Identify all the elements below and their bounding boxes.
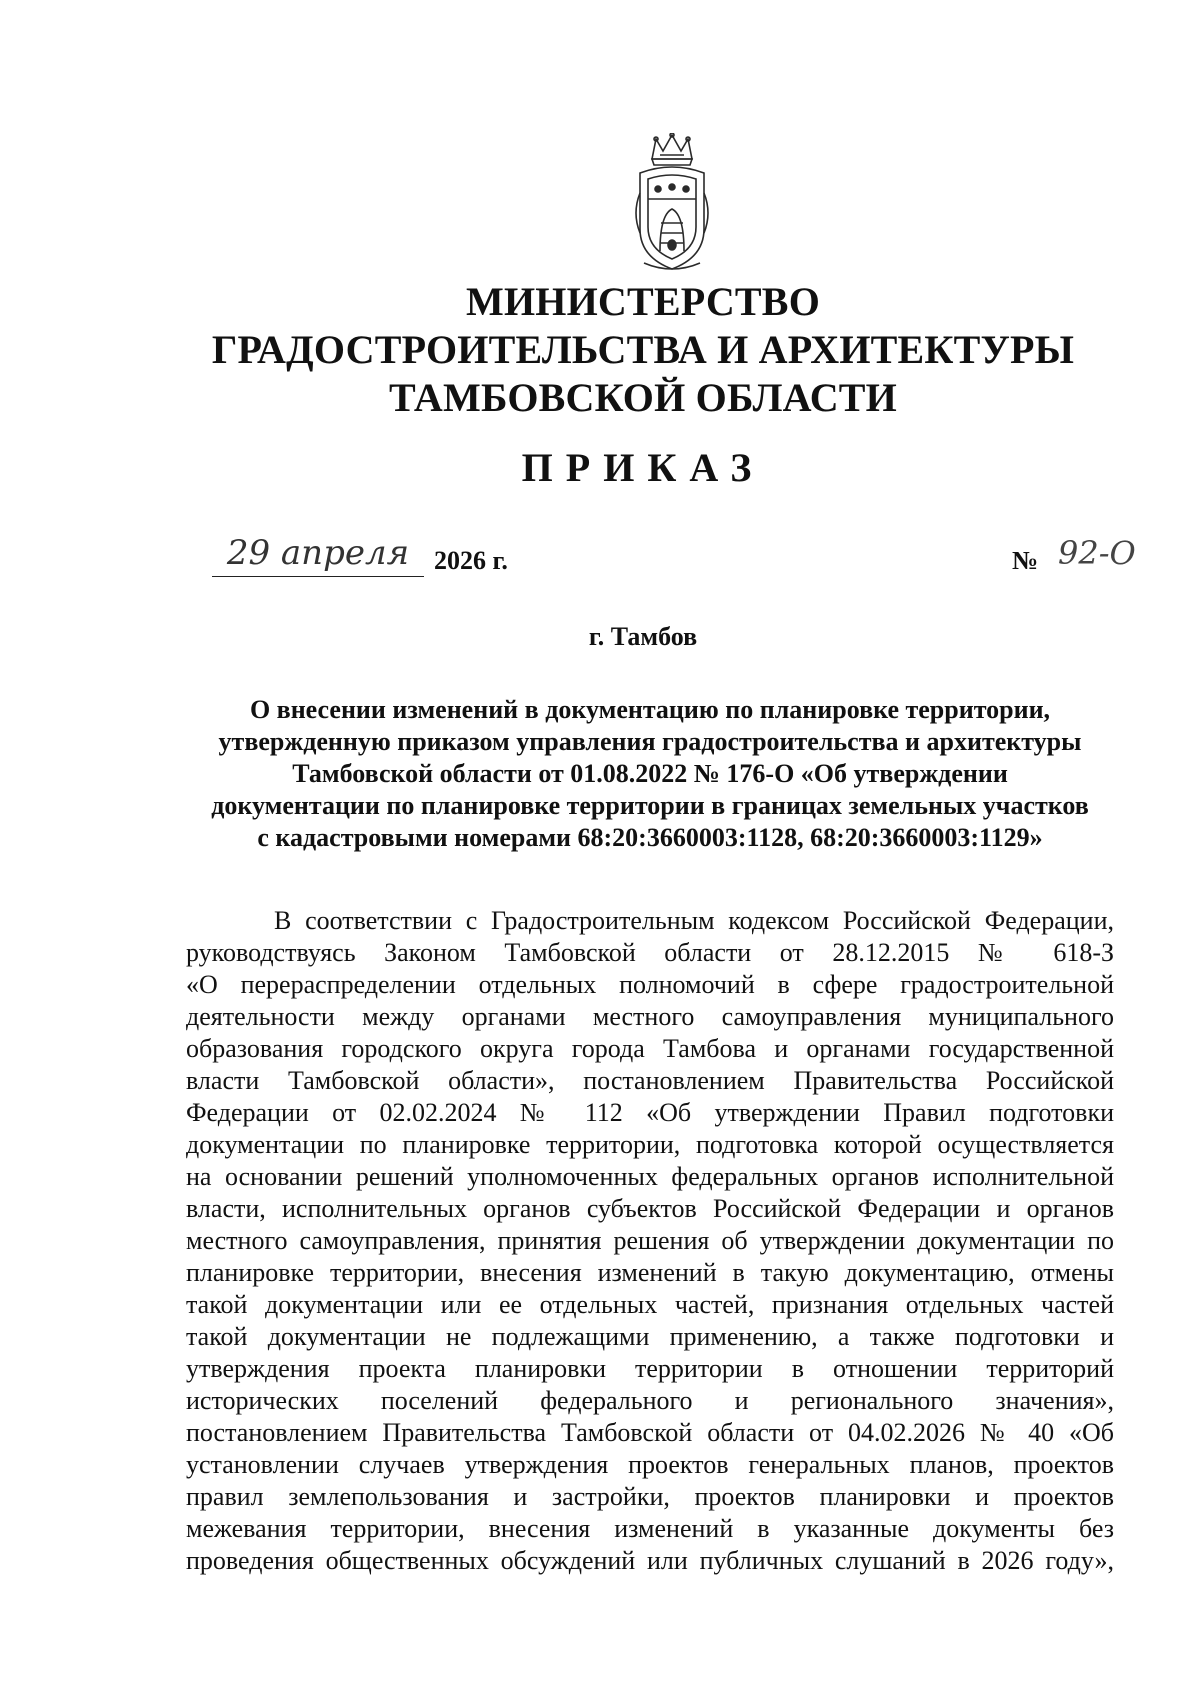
date-year: 2026 г. xyxy=(434,546,508,575)
city: г. Тамбов xyxy=(588,622,698,651)
body-line: Федерации от 02.02.2024 № 112 «Об утверждении Правил подготовки xyxy=(186,1098,1114,1127)
subject-line: утвержденную приказом управления градостроительства и архитектуры xyxy=(218,727,1082,756)
body-line: межевания территории, внесения изменений в указанные документы без xyxy=(186,1514,1114,1543)
body-line: «О перераспределении отдельных полномочий в сфере градостроительной xyxy=(186,970,1114,999)
coat-of-arms-icon xyxy=(630,133,714,273)
ministry-line-3: ТАМБОВСКОЙ ОБЛАСТИ xyxy=(389,375,897,420)
body-line: деятельности между органами местного самоуправления муниципального xyxy=(186,1002,1114,1031)
body-line: проведения общественных обсуждений или публичных слушаний в 2026 году», xyxy=(186,1546,1114,1575)
body-line: планировке территории, внесения изменений в такую документацию, отмены xyxy=(186,1258,1114,1287)
handwritten-date: 29 апреля xyxy=(212,534,424,577)
body-line: власти Тамбовской области», постановлением Правительства Российской xyxy=(186,1066,1114,1095)
body-line: местного самоуправления, принятия решения об утверждении документации по xyxy=(186,1226,1114,1255)
date-number-row xyxy=(212,533,1142,580)
number-sign: № xyxy=(1012,546,1039,575)
subject-line: с кадастровыми номерами 68:20:3660003:1128, 68:20:3660003:1129» xyxy=(257,823,1043,852)
body-line: на основании решений уполномоченных федеральных органов исполнительной xyxy=(186,1162,1114,1191)
body-line: документации по планировке территории, подготовка которой осуществляется xyxy=(186,1130,1114,1159)
body-line: установлении случаев утверждения проектов генеральных планов, проектов xyxy=(186,1450,1114,1479)
order-subject xyxy=(186,694,1114,854)
ministry-line-2: ГРАДОСТРОИТЕЛЬСТВА И АРХИТЕКТУРЫ xyxy=(211,327,1075,372)
body-text xyxy=(186,905,1114,1577)
body-line: руководствуясь Законом Тамбовской области от 28.12.2015 № 618-З xyxy=(186,938,1114,967)
body-line: В соответствии с Градостроительным кодексом Российской Федерации, xyxy=(274,906,1114,935)
body-line: образования городского округа города Тамбова и органами государственной xyxy=(186,1034,1114,1063)
subject-line: О внесении изменений в документацию по планировке территории, xyxy=(249,695,1051,724)
subject-line: документации по планировке территории в границах земельных участков xyxy=(211,791,1089,820)
body-line: правил землепользования и застройки, проектов планировки и проектов xyxy=(186,1482,1114,1511)
subject-line: Тамбовской области от 01.08.2022 № 176-О «Об утверждении xyxy=(292,759,1008,788)
body-line: утверждения проекта планировки территории в отношении территорий xyxy=(186,1354,1114,1383)
ministry-line-1: МИНИСТЕРСТВО xyxy=(465,279,821,324)
handwritten-number: 92-О xyxy=(1058,534,1136,572)
ministry-name xyxy=(200,278,1086,422)
body-line: такой документации не подлежащими применению, а также подготовки и xyxy=(186,1322,1114,1351)
body-line: постановлением Правительства Тамбовской области от 04.02.2026 № 40 «Об xyxy=(186,1418,1114,1447)
document-type: ПРИКАЗ xyxy=(521,445,765,490)
body-line: такой документации или ее отдельных частей, признания отдельных частей xyxy=(186,1290,1114,1319)
body-line: исторических поселений федерального и регионального значения», xyxy=(186,1386,1114,1415)
body-line: власти, исполнительных органов субъектов Российской Федерации и органов xyxy=(186,1194,1114,1223)
